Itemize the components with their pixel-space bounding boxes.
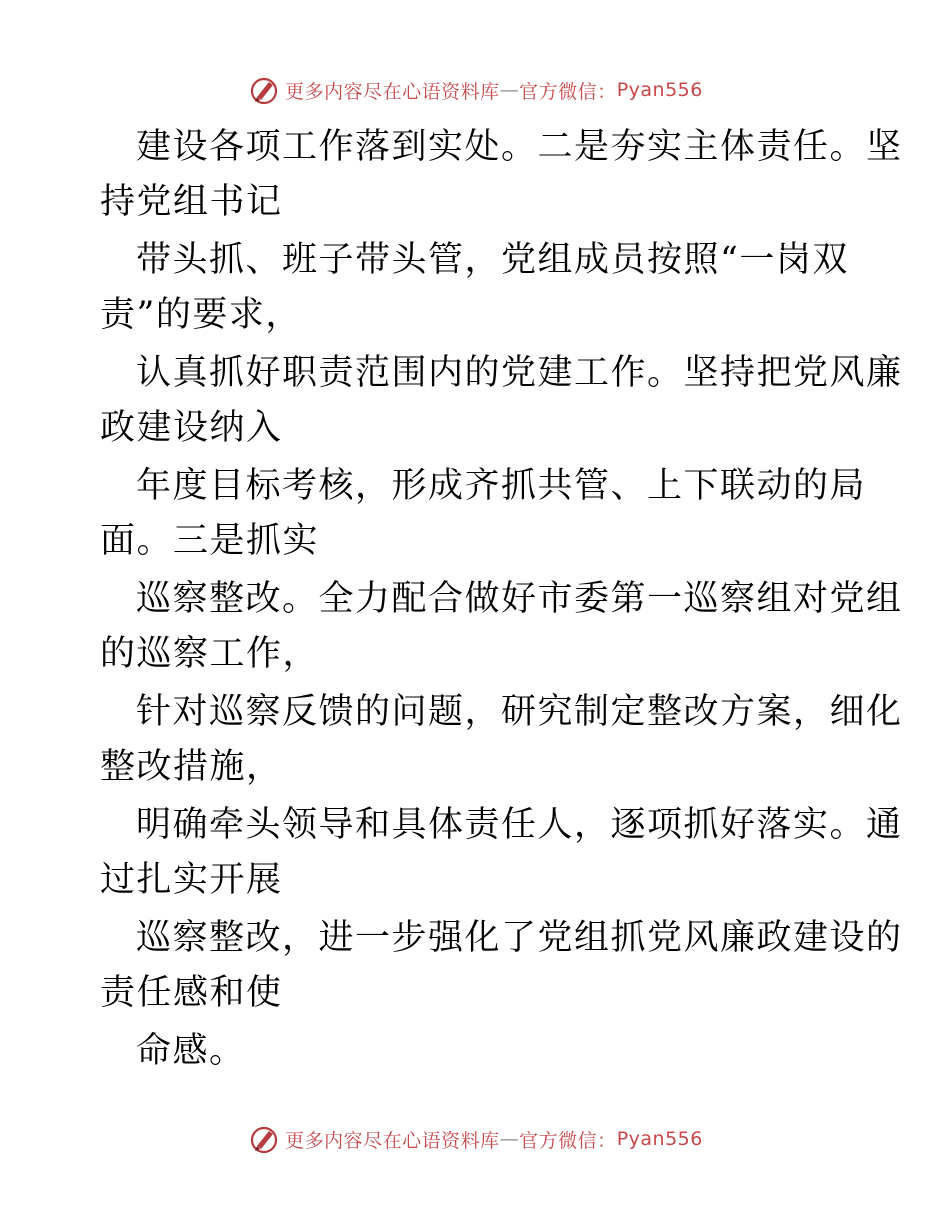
header-banner-wechat: Pyan556 [616,79,703,101]
header-banner-prefix: 更多内容尽在心语资料库 [285,80,500,103]
text-line: 巡察整改。全力配合做好市委第一巡察组对党组 [136,579,903,619]
text-line: 巡察整改，进一步强化了党组抓党风廉政建设的 [136,918,903,958]
text-line: 过扎实开展 [100,860,283,900]
text-line: 的巡察工作， [100,634,320,674]
text-line: 政建设纳入 [100,408,283,448]
text-line: 针对巡察反馈的问题，研究制定整改方案，细化 [136,692,903,732]
text-line: 带头抓、班子带头管，党组成员按照“一岗双 [136,240,849,280]
footer-banner-suffix: 官方微信： [519,1129,617,1152]
text-line: 责任感和使 [100,973,283,1013]
text-line: 持党组书记 [100,182,283,222]
footer-banner-prefix: 更多内容尽在心语资料库 [285,1129,500,1152]
text-line: 整改措施， [100,747,283,787]
text-line: 建设各项工作落到实处。二是夯实主体责任。坚 [136,127,903,167]
pen-nib-logo-icon [247,73,281,107]
text-line: 面。三是抓实 [100,521,320,561]
text-line: 认真抓好职责范围内的党建工作。坚持把党风廉 [136,353,903,393]
footer-banner [0,1119,950,1159]
text-line: 命感。 [136,1031,246,1071]
footer-banner-dash: — [499,1128,520,1150]
text-line: 明确牵头领导和具体责任人，逐项抓好落实。通 [136,805,903,845]
text-line: 责”的要求， [100,295,302,335]
header-banner-dash: — [499,79,520,101]
pen-nib-logo-icon [247,1122,281,1156]
document-body [100,120,903,1079]
text-line: 年度目标考核，形成齐抓共管、上下联动的局 [136,466,867,506]
header-banner [0,70,950,110]
header-banner-suffix: 官方微信： [519,80,617,103]
footer-banner-wechat: Pyan556 [616,1128,703,1150]
